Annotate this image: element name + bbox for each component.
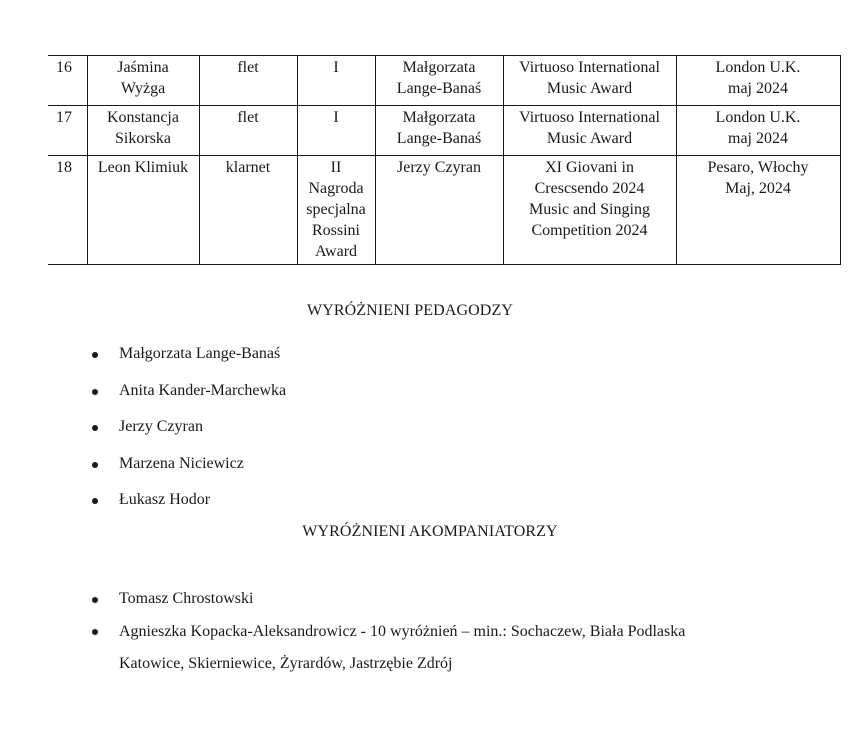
- teacher-line: Lange-Banaś: [396, 130, 482, 147]
- teacher-line: Lange-Banaś: [396, 80, 482, 97]
- bullet-icon: [92, 597, 98, 603]
- results-table: [48, 55, 841, 265]
- student-name: [87, 56, 199, 106]
- teacher-cell: [375, 106, 503, 156]
- location-cell: [676, 106, 840, 156]
- pedagogues-heading: WYRÓŻNIENI PEDAGODZY: [307, 302, 513, 319]
- place-line: I: [333, 59, 339, 76]
- location-cell: [676, 56, 840, 106]
- student-name-line: Jaśmina: [117, 59, 169, 76]
- list-item: [90, 589, 730, 609]
- place-line: II: [330, 159, 342, 176]
- competition-cell: [503, 156, 676, 265]
- place-line: specjalna: [306, 201, 366, 218]
- location-line: London U.K.: [715, 109, 801, 126]
- row-number: 16: [48, 56, 87, 106]
- row-number: 18: [48, 156, 87, 265]
- teacher-cell: [375, 56, 503, 106]
- location-line: Pesaro, Włochy: [707, 159, 809, 176]
- bullet-icon: [92, 352, 98, 358]
- student-name: [87, 106, 199, 156]
- accompanist-name: Tomasz Chrostowski: [119, 590, 254, 607]
- competition-cell: [503, 56, 676, 106]
- location-cell: [676, 156, 840, 265]
- competition-line: Virtuoso International: [519, 59, 660, 76]
- competition-line: Competition 2024: [531, 222, 648, 239]
- competition-line: Music Award: [546, 80, 633, 97]
- place-line: Award: [314, 243, 358, 260]
- list-item: [90, 490, 286, 510]
- teacher-cell: [375, 156, 503, 265]
- bullet-icon: [92, 462, 98, 468]
- pedagogue-name: Małgorzata Lange-Banaś: [119, 345, 281, 362]
- student-name-line: Konstancja: [107, 109, 179, 126]
- table-row: [48, 106, 840, 156]
- accompanists-list: [90, 589, 730, 693]
- place-cell: [297, 106, 375, 156]
- competition-line: Crescsendo 2024: [534, 180, 645, 197]
- teacher-line: Małgorzata: [402, 109, 476, 126]
- bullet-icon: [92, 498, 98, 504]
- student-name-line: Wyżga: [120, 80, 166, 97]
- accompanists-heading: WYRÓŻNIENI AKOMPANIATORZY: [302, 523, 558, 540]
- place-cell: [297, 156, 375, 265]
- teacher-line: Małgorzata: [402, 59, 476, 76]
- teacher-line: Jerzy Czyran: [397, 159, 481, 176]
- pedagogue-name: Jerzy Czyran: [119, 418, 203, 435]
- pedagogues-list: [90, 344, 286, 527]
- student-name-line: Sikorska: [115, 130, 171, 147]
- competition-line: Virtuoso International: [519, 109, 660, 126]
- location-line: London U.K.: [715, 59, 801, 76]
- list-item: [90, 344, 286, 364]
- table-row: [48, 156, 840, 265]
- location-line: maj 2024: [728, 80, 788, 97]
- place-line: Nagroda: [308, 180, 364, 197]
- pedagogue-name: Anita Kander-Marchewka: [119, 381, 287, 399]
- competition-cell: [503, 106, 676, 156]
- student-name-line: Leon Klimiuk: [97, 159, 189, 176]
- instrument-cell: flet: [199, 56, 297, 106]
- pedagogue-name: Marzena Niciewicz: [119, 454, 244, 472]
- instrument-cell: flet: [199, 106, 297, 156]
- competition-line: Music Award: [546, 130, 633, 147]
- list-item: [90, 454, 286, 474]
- list-item: [90, 417, 286, 437]
- accompanist-name: Agnieszka Kopacka-Aleksandrowicz - 10 wyróżnień – min.: Sochaczew, Biała Podlaska Katowice, Skierniewice, Żyrardów, Jastrzębie Zdrój: [119, 623, 686, 672]
- pedagogue-name: Łukasz Hodor: [119, 491, 211, 508]
- place-line: I: [333, 109, 339, 126]
- bullet-icon: [92, 425, 98, 431]
- list-item: [90, 616, 730, 680]
- place-line: Rossini: [311, 222, 360, 239]
- location-line: Maj, 2024: [725, 180, 791, 197]
- location-line: maj 2024: [728, 130, 788, 147]
- place-cell: [297, 56, 375, 106]
- table-row: [48, 56, 840, 106]
- competition-line: Music and Singing: [529, 201, 650, 218]
- student-name: [87, 156, 199, 265]
- row-number: 17: [48, 106, 87, 156]
- competition-line: XI Giovani in: [545, 159, 634, 176]
- bullet-icon: [92, 629, 98, 635]
- results-table-body: [48, 56, 840, 265]
- bullet-icon: [92, 389, 98, 395]
- instrument-cell: klarnet: [199, 156, 297, 265]
- list-item: [90, 381, 286, 401]
